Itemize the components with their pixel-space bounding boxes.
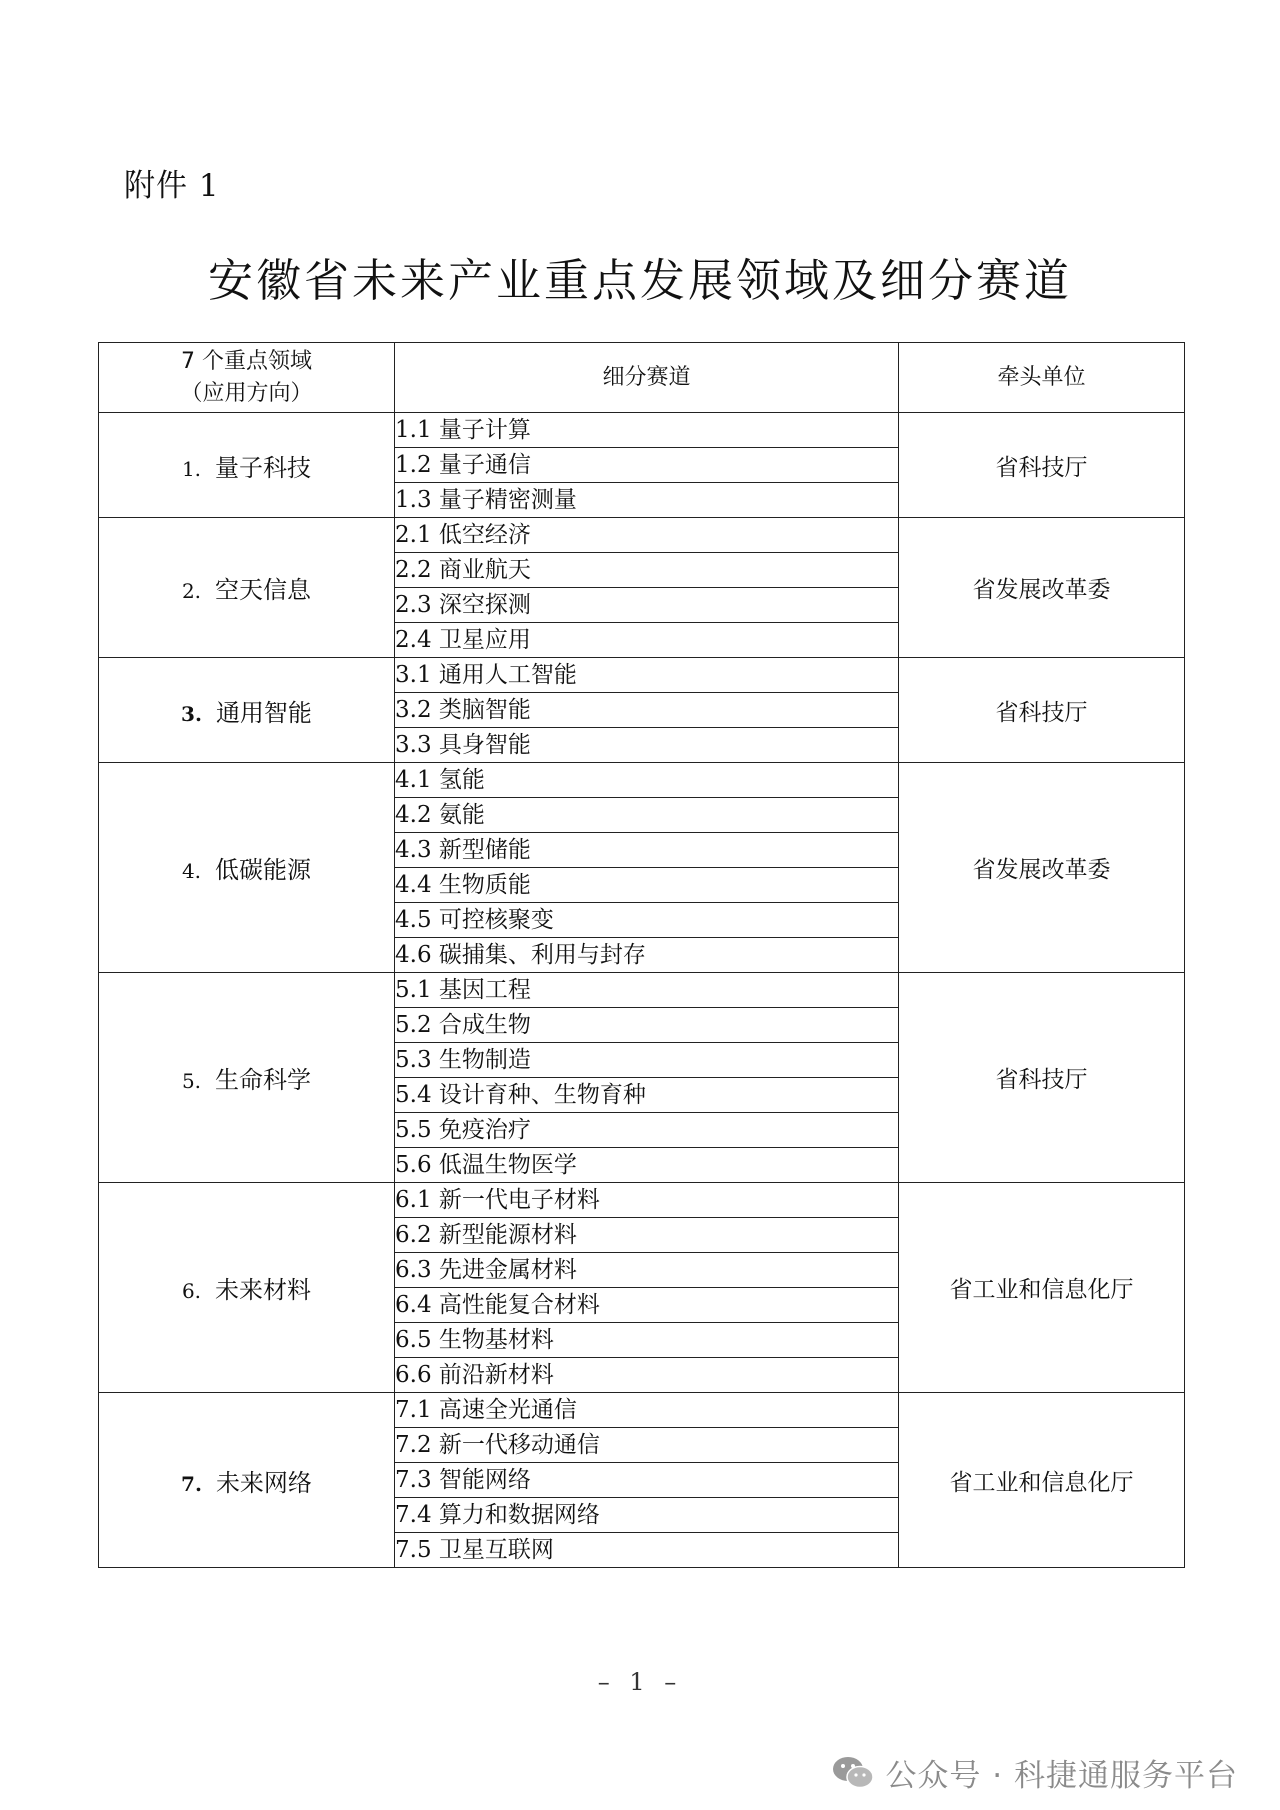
track-cell: 7.5 卫星互联网 [395, 1533, 899, 1568]
lead-unit-cell: 省科技厅 [899, 658, 1185, 763]
domain-number: 7. [181, 1471, 202, 1496]
table-row [99, 973, 1185, 1008]
watermark [831, 1750, 1238, 1795]
table-row [99, 658, 1185, 693]
lead-unit-cell: 省科技厅 [899, 973, 1185, 1183]
domain-cell [99, 413, 395, 518]
lead-unit-cell: 省工业和信息化厅 [899, 1183, 1185, 1393]
track-cell: 4.6 碳捕集、利用与封存 [395, 938, 899, 973]
track-cell: 5.2 合成生物 [395, 1008, 899, 1043]
header-track: 细分赛道 [395, 343, 899, 413]
track-cell: 2.1 低空经济 [395, 518, 899, 553]
domain-cell [99, 1183, 395, 1393]
domain-number: 1. [181, 456, 202, 481]
table-row [99, 1183, 1185, 1218]
domain-name: 通用智能 [215, 698, 312, 727]
track-cell: 1.1 量子计算 [395, 413, 899, 448]
track-cell: 7.1 高速全光通信 [395, 1393, 899, 1428]
domain-name: 量子科技 [215, 453, 312, 482]
domain-name: 空天信息 [215, 576, 312, 604]
document-title: 安徽省未来产业重点发展领域及细分赛道 [207, 254, 1072, 307]
domain-number: 4. [181, 859, 202, 883]
table-row [99, 1393, 1185, 1428]
track-cell: 5.3 生物制造 [395, 1043, 899, 1078]
header-lead-unit: 牵头单位 [899, 343, 1185, 413]
table-row [99, 518, 1185, 553]
track-cell: 4.2 氨能 [395, 798, 899, 833]
table-header-row [99, 343, 1185, 413]
track-cell: 1.3 量子精密测量 [395, 483, 899, 518]
track-cell: 4.3 新型储能 [395, 833, 899, 868]
track-cell: 4.1 氢能 [395, 763, 899, 798]
track-cell: 1.2 量子通信 [395, 448, 899, 483]
track-cell: 6.4 高性能复合材料 [395, 1288, 899, 1323]
track-cell: 6.2 新型能源材料 [395, 1218, 899, 1253]
track-cell: 5.5 免疫治疗 [395, 1113, 899, 1148]
table-row [99, 413, 1185, 448]
lead-unit-cell: 省科技厅 [899, 413, 1185, 518]
track-cell: 7.2 新一代移动通信 [395, 1428, 899, 1463]
domain-number: 2. [181, 579, 202, 603]
header-domain [99, 343, 395, 413]
track-cell: 6.6 前沿新材料 [395, 1358, 899, 1393]
track-cell: 4.4 生物质能 [395, 868, 899, 903]
attachment-label: 附件 1 [124, 168, 220, 204]
lead-unit-cell: 省发展改革委 [899, 763, 1185, 973]
page-number: – 1 – [597, 1668, 683, 1696]
track-cell: 2.2 商业航天 [395, 553, 899, 588]
track-cell: 7.4 算力和数据网络 [395, 1498, 899, 1533]
domain-name: 未来网络 [215, 1468, 312, 1497]
domain-cell [99, 658, 395, 763]
domain-number: 3. [181, 701, 202, 726]
track-cell: 2.4 卫星应用 [395, 623, 899, 658]
track-cell: 2.3 深空探测 [395, 588, 899, 623]
table-body [99, 413, 1185, 1568]
track-cell: 6.3 先进金属材料 [395, 1253, 899, 1288]
header-domain-line1: 7 个重点领域 [181, 348, 312, 374]
domain-cell [99, 973, 395, 1183]
track-cell: 3.1 通用人工智能 [395, 658, 899, 693]
track-cell: 3.3 具身智能 [395, 728, 899, 763]
track-cell: 5.1 基因工程 [395, 973, 899, 1008]
watermark-text: 公众号 · 科捷通服务平台 [885, 1758, 1238, 1794]
domains-table [98, 342, 1185, 1568]
lead-unit-cell: 省发展改革委 [899, 518, 1185, 658]
domain-cell [99, 1393, 395, 1568]
track-cell: 7.3 智能网络 [395, 1463, 899, 1498]
domain-cell [99, 763, 395, 973]
track-cell: 6.1 新一代电子材料 [395, 1183, 899, 1218]
track-cell: 4.5 可控核聚变 [395, 903, 899, 938]
domain-name: 生命科学 [215, 1066, 312, 1094]
domain-name: 低碳能源 [215, 856, 312, 884]
track-cell: 5.4 设计育种、生物育种 [395, 1078, 899, 1113]
domain-number: 6. [181, 1279, 202, 1303]
domain-number: 5. [181, 1069, 202, 1093]
track-cell: 5.6 低温生物医学 [395, 1148, 899, 1183]
domain-cell [99, 518, 395, 658]
track-cell: 6.5 生物基材料 [395, 1323, 899, 1358]
table-row [99, 763, 1185, 798]
wechat-icon [831, 1754, 875, 1792]
header-domain-line2: （应用方向） [180, 380, 313, 406]
track-cell: 3.2 类脑智能 [395, 693, 899, 728]
domain-name: 未来材料 [215, 1276, 312, 1304]
lead-unit-cell: 省工业和信息化厅 [899, 1393, 1185, 1568]
